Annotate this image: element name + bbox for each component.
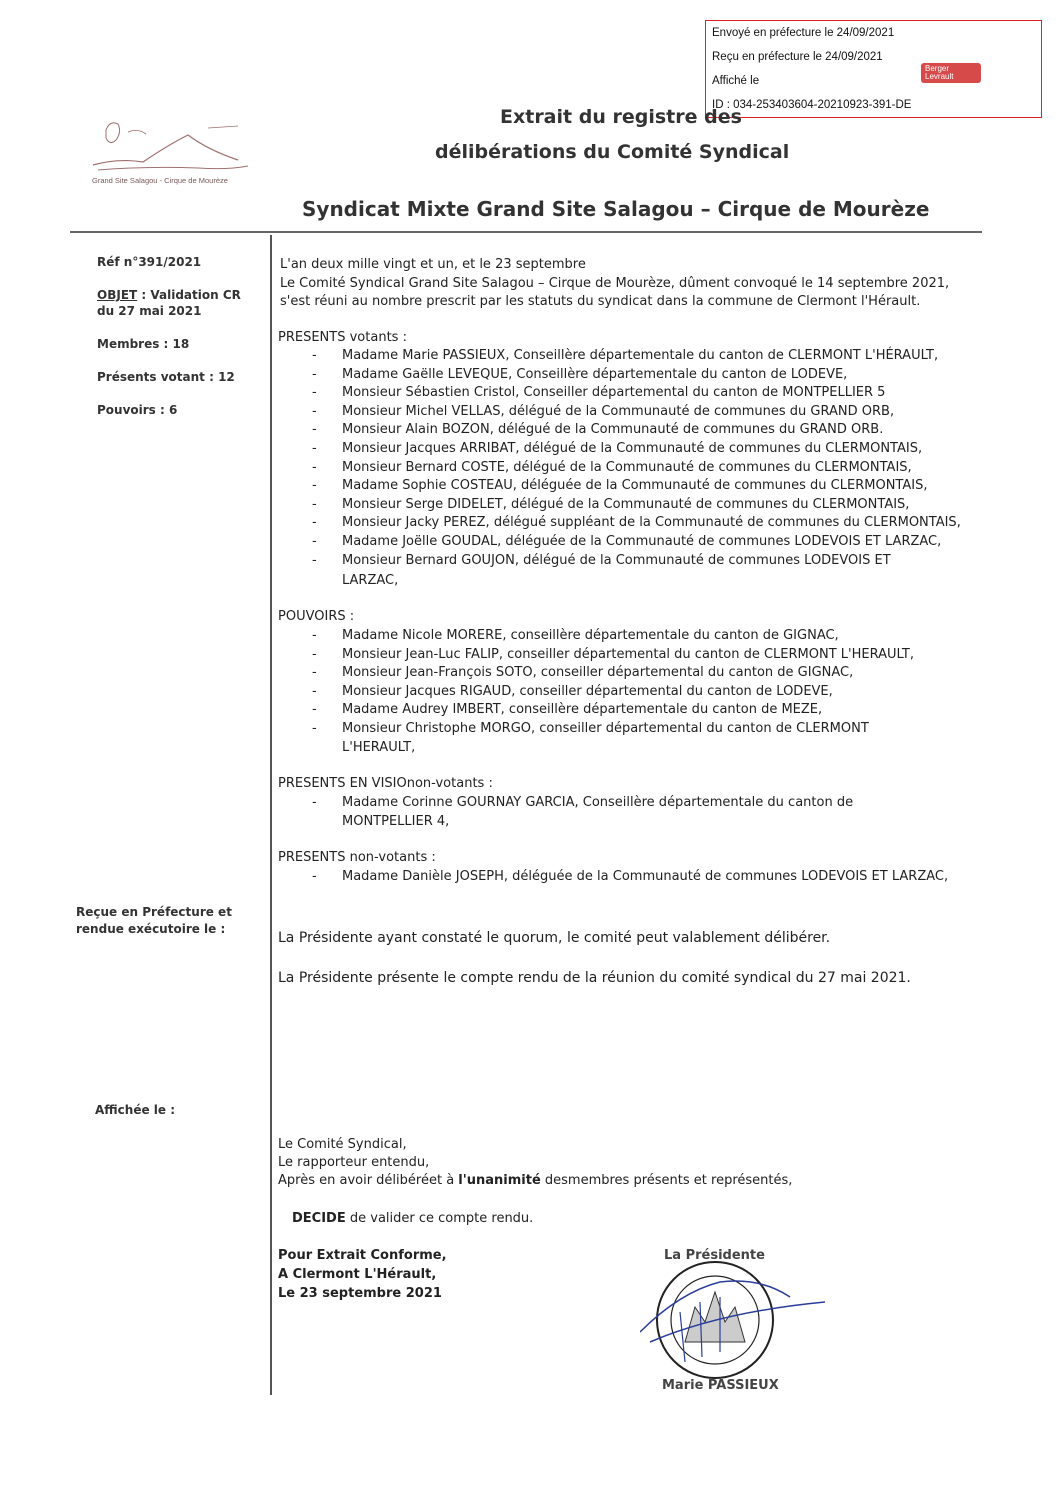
objet-line-1 (97, 288, 241, 302)
intro-line-3: s'est réuni au nombre prescrit par les statuts du syndicat dans la commune de Clermont l'Hérault. (280, 294, 921, 309)
signature-line-3: Le 23 septembre 2021 (278, 1286, 442, 1301)
list-dash: - (312, 795, 317, 810)
list-dash: - (312, 646, 317, 662)
list-item-text: Monsieur Sébastien Cristol, Conseiller départemental du canton de MONTPELLIER 5 (342, 385, 886, 401)
berger-levrault-logo: Berger Levrault (921, 63, 981, 83)
list-item-text: Monsieur Jean-Luc FALIP, conseiller départemental du canton de CLERMONT L'HERAULT, (342, 646, 915, 662)
visio-heading: PRESENTS EN VISIOnon-votants : (278, 776, 493, 791)
stamp-posted: Affiché le (712, 75, 760, 87)
stamp-received: Reçu en préfecture le 24/09/2021 (712, 51, 883, 63)
decision-line-2: Le rapporteur entendu, (278, 1155, 430, 1170)
list-item-text: Monsieur Bernard COSTE, délégué de la Communauté de communes du CLERMONTAIS, (342, 459, 912, 475)
received-label-1: Reçue en Préfecture et (76, 905, 232, 919)
posted-label: Affichée le : (95, 1103, 176, 1117)
list-dash: - (312, 366, 317, 382)
quorum-statement: La Présidente ayant constaté le quorum, le comité peut valablement délibérer. (278, 930, 831, 946)
signature-line-2: A Clermont L'Hérault, (278, 1267, 437, 1282)
decision-line-3: Après en avoir délibéréet à l'unanimité desmembres présents et représentés, (278, 1173, 793, 1188)
list-item-text: Monsieur Jean-François SOTO, conseiller départemental du canton de GIGNAC, (342, 665, 854, 681)
signatory-name: Marie PASSIEUX (662, 1378, 779, 1393)
list-item-text: Monsieur Michel VELLAS, délégué de la Communauté de communes du GRAND ORB, (342, 403, 895, 419)
list-dash: - (312, 869, 317, 884)
list-item-text: Madame Gaëlle LEVEQUE, Conseillère départementale du canton de LODEVE, (342, 366, 848, 382)
list-item-text: Madame Audrey IMBERT, conseillère départementale du canton de MEZE, (342, 702, 823, 718)
list-dash: - (312, 441, 317, 456)
list-item-text: Monsieur Christophe MORGO, conseiller départemental du canton de CLERMONT (342, 721, 869, 736)
official-seal (640, 1252, 830, 1392)
intro-line-2: Le Comité Syndical Grand Site Salagou – Cirque de Mourèze, dûment convoqué le 14 septembre 2021, (280, 276, 950, 291)
list-dash: - (312, 478, 317, 494)
presents-votants-continuation: LARZAC, (342, 573, 399, 588)
logo-caption: Grand Site Salagou - Cirque de Mourèze (92, 176, 228, 185)
list-dash: - (312, 515, 317, 531)
column-divider (270, 235, 272, 1395)
signature-line-1: Pour Extrait Conforme, (278, 1248, 447, 1263)
received-label-2: rendue exécutoire le : (76, 922, 226, 936)
list-item-text: Monsieur Bernard GOUJON, délégué de la Communauté de communes LODEVOIS ET (342, 552, 891, 568)
list-dash: - (312, 552, 317, 568)
signature-role: La Présidente (664, 1248, 765, 1263)
list-dash: - (312, 665, 317, 681)
list-dash: - (312, 628, 317, 643)
list-dash: - (312, 702, 317, 718)
reference-number: Réf n°391/2021 (97, 255, 202, 269)
list-item-text: Monsieur Jacky PEREZ, délégué suppléant de la Communauté de communes du CLERMONTAIS, (342, 515, 961, 531)
decision-line-1: Le Comité Syndical, (278, 1137, 407, 1152)
list-dash: - (312, 534, 317, 549)
document-title: Syndicat Mixte Grand Site Salagou – Cirque de Mourèze (302, 197, 930, 221)
intro-line-1: L'an deux mille vingt et un, et le 23 septembre (280, 257, 586, 272)
list-item-text: Monsieur Jacques RIGAUD, conseiller départemental du canton de LODEVE, (342, 683, 833, 699)
list-dash: - (312, 459, 317, 475)
objet-label: OBJET (97, 288, 138, 302)
presentation-statement: La Présidente présente le compte rendu de la réunion du comité syndical du 27 mai 2021. (278, 970, 911, 986)
members-count: Membres : 18 (97, 337, 190, 351)
presents-votants-heading: PRESENTS votants : (278, 330, 407, 345)
list-item-text: Madame Sophie COSTEAU, déléguée de la Communauté de communes du CLERMONTAIS, (342, 478, 928, 494)
present-voting-count: Présents votant : 12 (97, 370, 235, 384)
list-dash: - (312, 721, 317, 736)
objet-text: : Validation CR (137, 288, 241, 302)
list-item-text: Madame Nicole MORERE, conseillère départementale du canton de GIGNAC, (342, 628, 839, 643)
visio-continuation: MONTPELLIER 4, (342, 814, 450, 829)
pouvoirs-heading: POUVOIRS : (278, 609, 355, 624)
list-dash: - (312, 385, 317, 401)
stamp-id: ID : 034-253403604-20210923-391-DE (712, 99, 912, 111)
list-item-text: Madame Joëlle GOUDAL, déléguée de la Communauté de communes LODEVOIS ET LARZAC, (342, 534, 942, 549)
list-dash: - (312, 683, 317, 699)
list-dash: - (312, 422, 317, 438)
list-item-text: Madame Marie PASSIEUX, Conseillère départementale du canton de CLERMONT L'HÉRAULT, (342, 348, 939, 363)
proxies-count: Pouvoirs : 6 (97, 403, 178, 417)
list-dash: - (312, 403, 317, 419)
list-item-text: Monsieur Serge DIDELET, délégué de la Communauté de communes du CLERMONTAIS, (342, 496, 910, 512)
objet-line-2: du 27 mai 2021 (97, 304, 202, 318)
list-dash: - (312, 348, 317, 363)
list-item-text: Monsieur Alain BOZON, délégué de la Communauté de communes du GRAND ORB. (342, 422, 884, 438)
list-dash: - (312, 496, 317, 512)
list-item-text: Monsieur Jacques ARRIBAT, délégué de la Communauté de communes du CLERMONTAIS, (342, 441, 923, 456)
non-votants-heading: PRESENTS non-votants : (278, 850, 436, 865)
title-line-2: délibérations du Comité Syndical (435, 141, 790, 163)
decide-line: DECIDE de valider ce compte rendu. (292, 1211, 534, 1226)
stamp-sent: Envoyé en préfecture le 24/09/2021 (712, 27, 895, 39)
title-line-1: Extrait du registre des (500, 106, 742, 128)
prefecture-stamp (705, 20, 1042, 118)
header-rule (70, 231, 982, 233)
pouvoirs-continuation: L'HERAULT, (342, 740, 416, 755)
